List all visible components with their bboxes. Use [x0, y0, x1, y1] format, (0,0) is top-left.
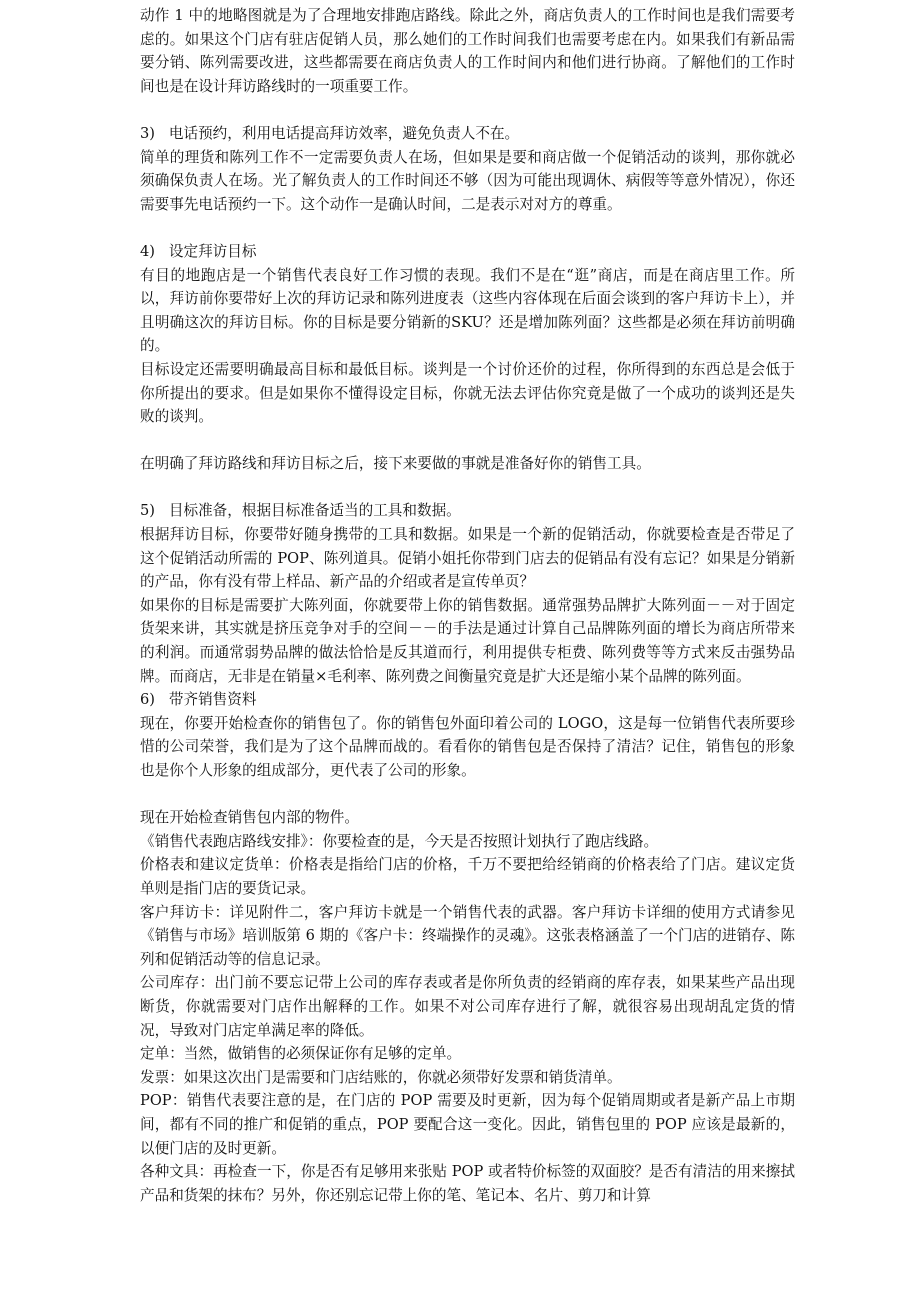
heading-sales-materials: 6) 带齐销售资料 — [140, 691, 257, 709]
item-pop: POP：销售代表要注意的是，在门店的 POP 需要及时更新，因为每个促销周期或者是新产品上市期间，都有不同的推广和促销的重点，POP 要配合这一变化。因此，销售包里的 POP 应该是最新的，以便门店的及时更新。 — [140, 1092, 795, 1157]
heading-goal-preparation: 5) 目标准备，根据目标准备适当的工具和数据。 — [140, 502, 461, 520]
document-page — [140, 4, 795, 1207]
paragraph-expand-display: 如果你的目标是需要扩大陈列面，你就要带上你的销售数据。通常强势品牌扩大陈列面－－对于固定货架来讲，其实就是挤压竞争对手的空间－－的手法是通过计算自己品牌陈列面的增长为商店所带来的利润。而通常弱势品牌的做法恰恰是反其道而行，利用提供专柜费、陈列费等等方式来反击强势品牌。而商店，无非是在销量×毛利率、陈列费之间衡量究竟是扩大还是缩小某个品牌的陈列面。 — [140, 596, 795, 685]
item-stationery: 各种文具：再检查一下，你是否有足够用来张贴 POP 或者特价标签的双面胶？是否有清洁的用来擦拭产品和货架的抹布？另外，你还别忘记带上你的笔、笔记本、名片、剪刀和计算 — [140, 1163, 795, 1204]
blank-line — [140, 476, 795, 500]
item-invoices: 发票：如果这次出门是需要和门店结账的，你就必须带好发票和销货清单。 — [140, 1068, 622, 1086]
item-company-inventory: 公司库存：出门前不要忘记带上公司的库存表或者是你所负责的经销商的库存表，如果某些产品出现断货，你就需要对门店作出解释的工作。如果不对公司库存进行了解，就很容易出现胡乱定货的情况，导致对门店定单满足率的降低。 — [140, 974, 795, 1039]
paragraph-tools-and-data: 根据拜访目标，你要带好随身携带的工具和数据。如果是一个新的促销活动，你就要检查是否带足了这个促销活动所需的 POP、陈列道具。促销小姐托你带到门店去的促销品有没有忘记？如果是分销新的产品，你有没有带上样品、新产品的介绍或者是宣传单页？ — [140, 526, 795, 591]
paragraph-transition-sales-tools: 在明确了拜访路线和拜访目标之后，接下来要做的事就是准备好你的销售工具。 — [140, 455, 651, 473]
blank-line — [140, 429, 795, 453]
paragraph-visit-goals: 有目的地跑店是一个销售代表良好工作习惯的表现。我们不是在“逛”商店，而是在商店里工作。所以，拜访前你要带好上次的拜访记录和陈列进度表（这些内容体现在后面会谈到的客户拜访卡上），并且明确这次的拜访目标。你的目标是要分销新的SKU？还是增加陈列面？这些都是必须在拜访前明确的。 — [140, 266, 795, 355]
paragraph-sales-bag: 现在，你要开始检查你的销售包了。你的销售包外面印着公司的 LOGO，这是每一位销售代表所要珍惜的公司荣誉，我们是为了这个品牌而战的。看看你的销售包是否保持了清洁？记住，销售包的形象也是你个人形象的组成部分，更代表了公司的形象。 — [140, 714, 795, 779]
item-customer-card: 客户拜访卡：详见附件二，客户拜访卡就是一个销售代表的武器。客户拜访卡详细的使用方式请参见《销售与市场》培训版第 6 期的《客户卡：终端操作的灵魂》。这张表格涵盖了一个门店的进销存、陈列和促销活动等的信息记录。 — [140, 903, 795, 968]
blank-line — [140, 783, 795, 807]
item-route-plan: 《销售代表跑店路线安排》：你要检查的是，今天是否按照计划执行了跑店线路。 — [140, 832, 659, 850]
paragraph-route-and-hours: 动作 1 中的地略图就是为了合理地安排跑店路线。除此之外，商店负责人的工作时间也是我们需要考虑的。如果这个门店有驻店促销人员，那么她们的工作时间我们也需要考虑在内。如果我们有新品需要分销、陈列需要改进，这些都需要在商店负责人的工作时间内和他们进行协商。了解他们的工作时间也是在设计拜访路线时的一项重要工作。 — [140, 7, 795, 95]
blank-line — [140, 216, 795, 240]
item-price-list: 价格表和建议定货单：价格表是指给门店的价格，千万不要把给经销商的价格表给了门店。建议定货单则是指门店的要货记录。 — [140, 856, 795, 897]
blank-line — [140, 98, 795, 122]
heading-visit-goals: 4) 设定拜访目标 — [140, 242, 257, 260]
item-orders: 定单：当然，做销售的必须保证你有足够的定单。 — [140, 1045, 462, 1063]
paragraph-goal-range: 目标设定还需要明确最高目标和最低目标。谈判是一个讨价还价的过程，你所得到的东西总是会低于你所提出的要求。但是如果你不懂得设定目标，你就无法去评估你究竟是做了一个成功的谈判还是失败的谈判。 — [140, 360, 795, 426]
heading-phone-appointment: 3) 电话预约，利用电话提高拜访效率，避免负责人不在。 — [140, 124, 520, 142]
paragraph-phone-appointment: 简单的理货和陈列工作不一定需要负责人在场，但如果是要和商店做一个促销活动的谈判，那你就必须确保负责人在场。光了解负责人的工作时间还不够（因为可能出现调休、病假等等意外情况），你还需要事先电话预约一下。这个动作一是确认时间，二是表示对对方的尊重。 — [140, 148, 795, 213]
paragraph-check-items: 现在开始检查销售包内部的物件。 — [140, 809, 359, 827]
